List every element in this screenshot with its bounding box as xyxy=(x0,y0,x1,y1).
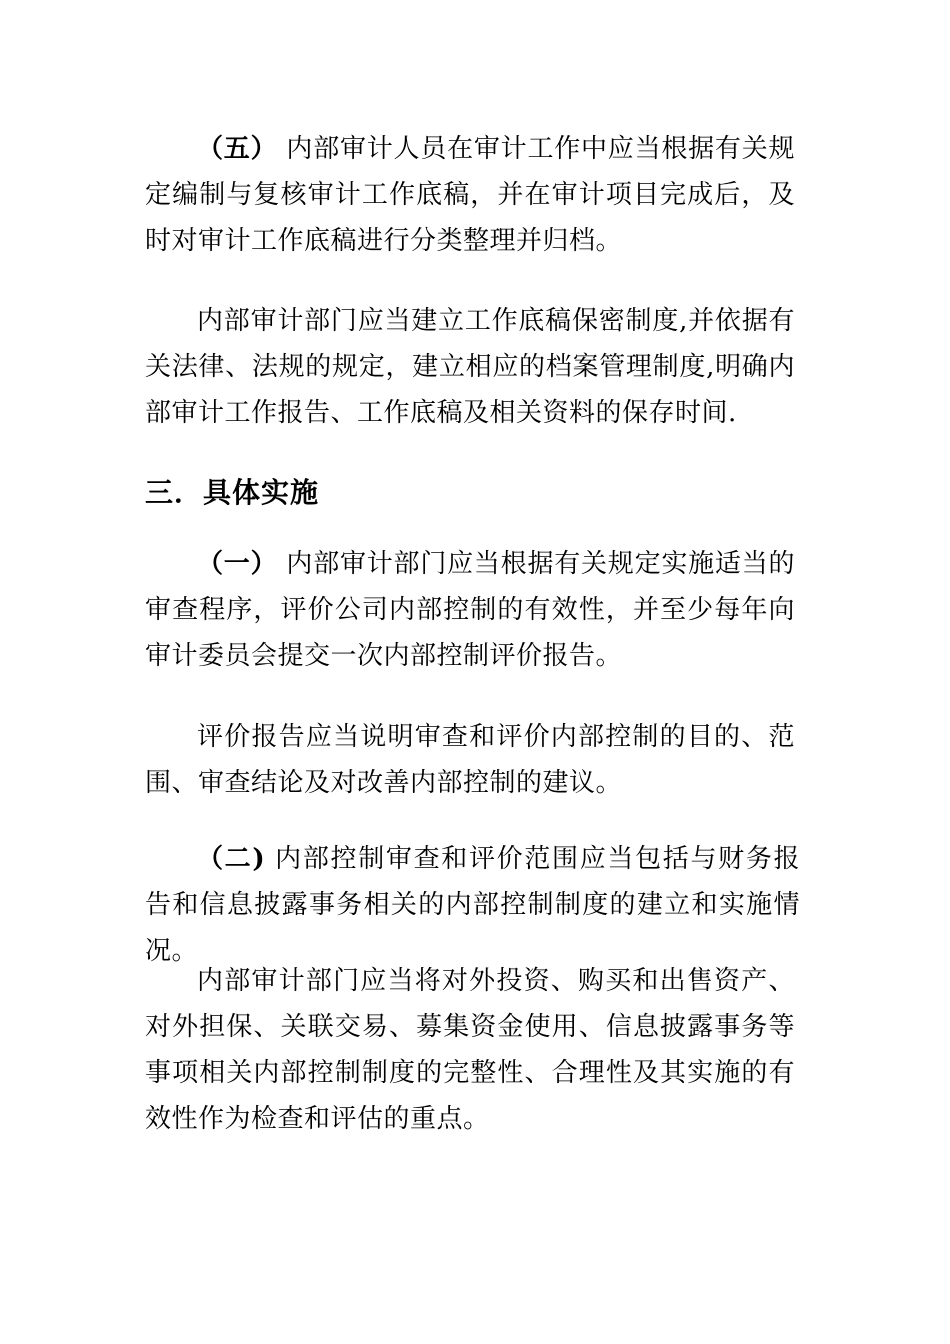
document-page xyxy=(145,0,805,1344)
item-marker-one: （一） xyxy=(197,549,278,579)
paragraph-confidentiality xyxy=(145,298,795,436)
paragraph-review-scope xyxy=(145,836,800,974)
item-marker-two: （二) xyxy=(197,844,266,874)
paragraph-text: 内部审计部门应当建立工作底稿保密制度,并依据有关法律、法规的规定，建立相应的档案管理制度,明确内部审计工作报告、工作底稿及相关资料的保存时间. xyxy=(145,306,795,428)
paragraph-text: 内部审计人员在审计工作中应当根据有关规定编制与复核审计工作底稿，并在审计项目完成后，及时对审计工作底稿进行分类整理并归档。 xyxy=(145,134,795,256)
paragraph-key-inspection-points xyxy=(145,958,795,1142)
item-marker-five: （五） xyxy=(197,134,278,164)
paragraph-text: 内部审计部门应当将对外投资、购买和出售资产、对外担保、关联交易、募集资金使用、信息披露事务等事项相关内部控制制度的完整性、合理性及其实施的有效性作为检查和评估的重点。 xyxy=(145,966,795,1134)
paragraph-text: 评价报告应当说明审查和评价内部控制的目的、范围、审查结论及对改善内部控制的建议。 xyxy=(145,722,795,798)
paragraph-text: 内部审计部门应当根据有关规定实施适当的审查程序，评价公司内部控制的有效性，并至少每年向审计委员会提交一次内部控制评价报告。 xyxy=(145,549,795,671)
paragraph-text: 内部控制审查和评价范围应当包括与财务报告和信息披露事务相关的内部控制制度的建立和实施情况。 xyxy=(145,844,801,966)
section-heading-implementation: 三．具体实施 xyxy=(145,476,320,509)
paragraph-evaluation-report xyxy=(145,714,795,806)
paragraph-audit-workpapers xyxy=(145,126,795,264)
paragraph-review-procedures xyxy=(145,541,795,679)
